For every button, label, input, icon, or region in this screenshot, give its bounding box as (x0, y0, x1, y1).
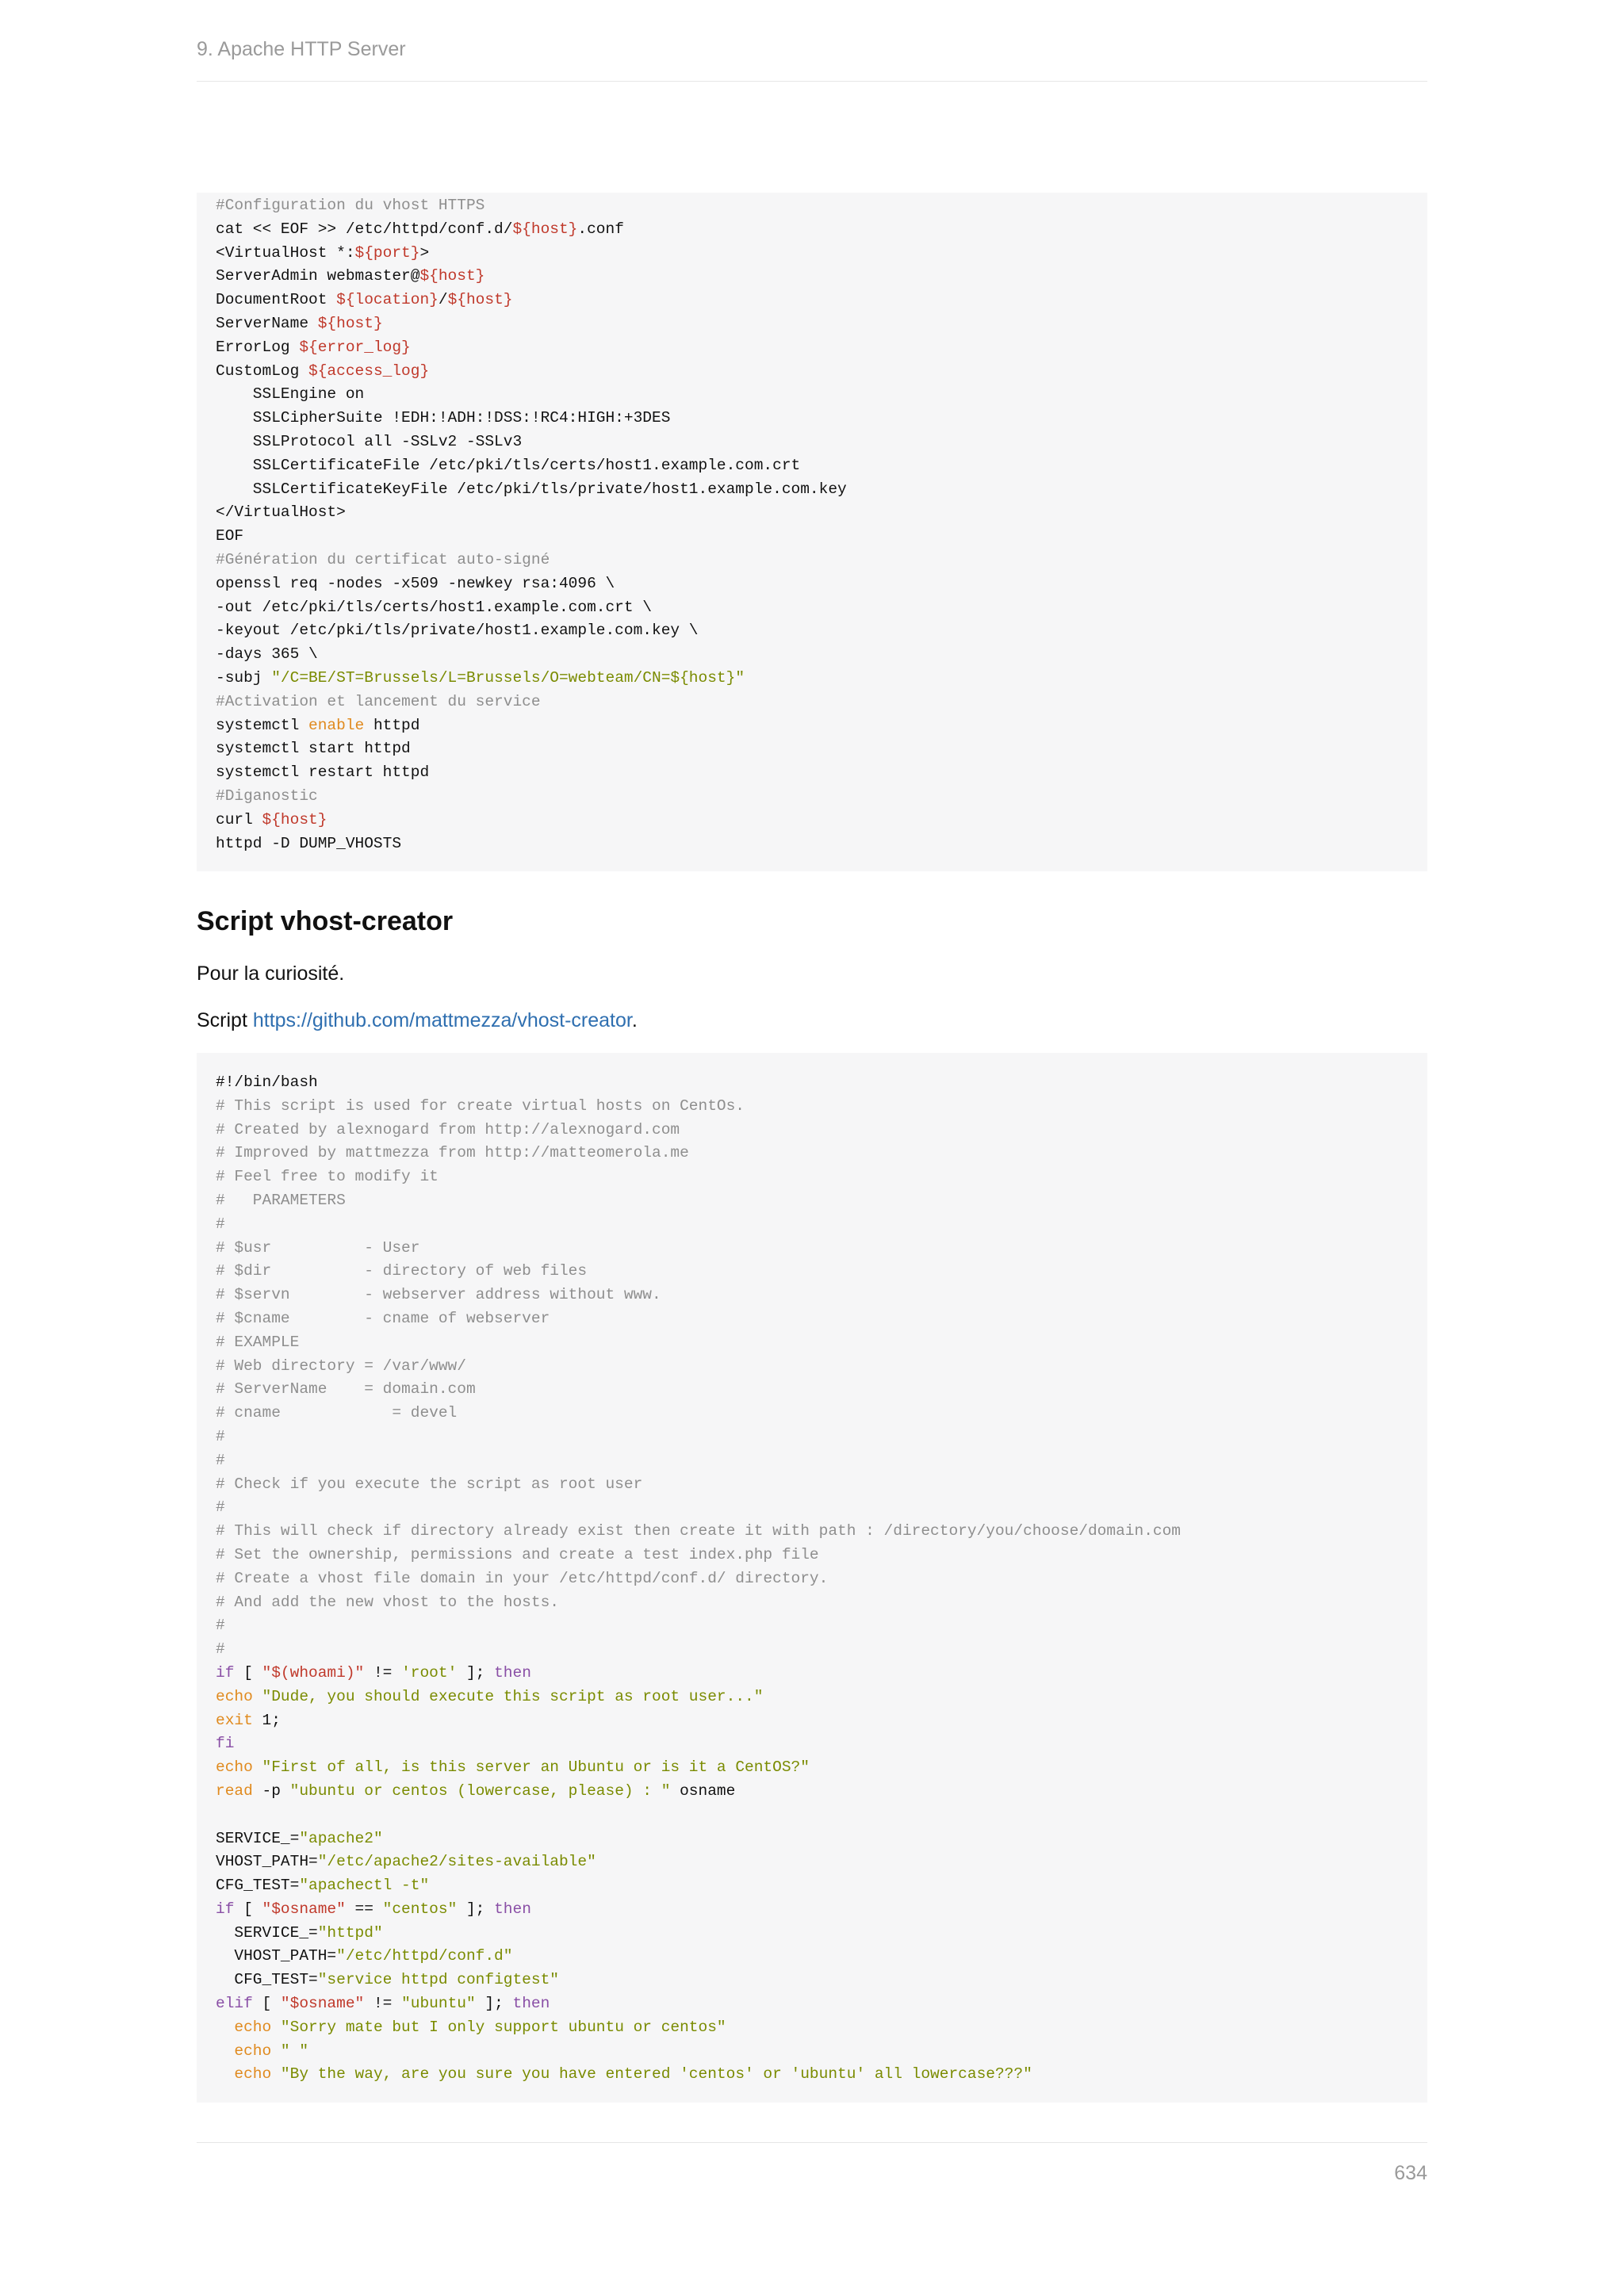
code-token: cat << EOF >> /etc/httpd/conf.d/ (216, 220, 513, 238)
code-token: -keyout /etc/pki/tls/private/host1.example.com.key \ (216, 622, 699, 640)
code-line (216, 667, 1427, 691)
code-token: "/etc/apache2/sites-available" (317, 1853, 596, 1871)
code-token: #!/bin/bash (216, 1073, 318, 1091)
code-token: DocumentRoot (216, 291, 337, 309)
code-token: # cname = devel (216, 1404, 458, 1422)
code-token: systemctl restart httpd (216, 763, 430, 782)
code-token: != (364, 1995, 402, 2013)
code-line (216, 2040, 1427, 2064)
code-token: httpd -D DUMP_VHOSTS (216, 834, 402, 852)
code-token: ${location} (336, 291, 439, 309)
code-line (216, 1142, 1427, 1165)
code-token: elif (216, 1995, 253, 2013)
code-token: read (216, 1781, 253, 1800)
code-line (216, 1378, 1427, 1402)
code-token: SERVICE_= (216, 1923, 318, 1942)
code-token: curl (216, 810, 262, 828)
code-token: ServerAdmin webmaster@ (216, 267, 420, 285)
code-token: echo (234, 2042, 272, 2060)
code-line (216, 1260, 1427, 1284)
code-token: # (216, 1427, 225, 1445)
code-line (216, 1496, 1427, 1520)
code-token: "ubuntu" (401, 1995, 476, 2013)
code-token: "/C=BE/ST=Brussels/L=Brussels/O=webteam/CN=${host}" (271, 668, 745, 687)
code-line (216, 549, 1427, 572)
code-token: #Génération du certificat auto-signé (216, 550, 550, 568)
code-token (216, 2019, 234, 2036)
code-token: ${port} (354, 243, 420, 262)
code-line (216, 1709, 1427, 1733)
code-line (216, 1331, 1427, 1355)
code-token (216, 2042, 234, 2060)
code-line (216, 832, 1427, 856)
code-token: SSLCertificateFile /etc/pki/tls/certs/host1.example.com.crt (216, 456, 801, 474)
code-token: "apache2" (299, 1829, 383, 1847)
code-token: then (512, 1995, 550, 2013)
code-block-vhost-creator (197, 1053, 1427, 2103)
code-line (216, 1165, 1427, 1189)
code-token: "Sorry mate but I only support ubuntu or centos" (280, 2018, 726, 2036)
code-token: ErrorLog (216, 338, 300, 356)
code-token: ${access_log} (308, 362, 430, 380)
sentence-period: . (631, 1009, 638, 1031)
code-line (216, 454, 1427, 478)
code-line (216, 312, 1427, 336)
code-token: == (345, 1900, 383, 1918)
code-token: # EXAMPLE (216, 1333, 300, 1351)
code-line (216, 1473, 1427, 1497)
code-token: "/etc/httpd/conf.d" (336, 1947, 513, 1965)
code-line (216, 501, 1427, 525)
code-token: ${error_log} (299, 338, 411, 356)
code-token: [ (234, 1900, 262, 1918)
code-line (216, 1307, 1427, 1331)
code-line (216, 785, 1427, 809)
code-token: # Created by alexnogard from http://alexnogard.com (216, 1120, 680, 1138)
code-line (216, 714, 1427, 738)
paragraph-script-link (197, 1007, 638, 1034)
code-line (216, 1119, 1427, 1142)
code-line (216, 1213, 1427, 1237)
code-token: ${host} (512, 220, 578, 238)
code-line (216, 1425, 1427, 1449)
code-token: # ServerName = domain.com (216, 1380, 476, 1399)
code-token: "apachectl -t" (299, 1877, 430, 1895)
code-line (216, 1402, 1427, 1425)
code-line (216, 430, 1427, 454)
code-line (216, 1992, 1427, 2016)
code-line (216, 1969, 1427, 1992)
code-token: # Improved by mattmezza from http://matteomerola.me (216, 1144, 689, 1162)
code-line (216, 407, 1427, 430)
code-line (216, 1567, 1427, 1591)
code-line (216, 809, 1427, 832)
code-token: "httpd" (317, 1923, 383, 1942)
code-token: "By the way, are you sure you have entered 'centos' or 'ubuntu' all lowercase???" (280, 2065, 1032, 2084)
code-line (216, 1284, 1427, 1307)
page-number: 634 (1394, 2162, 1427, 2184)
code-token: #Activation et lancement du service (216, 692, 541, 710)
code-token: # Feel free to modify it (216, 1168, 439, 1186)
code-token: # $cname - cname of webserver (216, 1309, 550, 1327)
code-line (216, 1614, 1427, 1638)
code-line (216, 218, 1427, 242)
code-token: # (216, 1640, 225, 1659)
code-line (216, 2063, 1427, 2087)
code-line (216, 1827, 1427, 1851)
code-token (216, 2065, 234, 2083)
code-line (216, 242, 1427, 266)
page-footer (197, 2142, 1427, 2184)
code-line (216, 619, 1427, 643)
code-token: # (216, 1617, 225, 1635)
code-token: "ubuntu or centos (lowercase, please) : " (289, 1781, 671, 1800)
code-token: # And add the new vhost to the hosts. (216, 1593, 559, 1611)
code-line (216, 1591, 1427, 1615)
code-line (216, 1638, 1427, 1662)
code-token: ]; (475, 1995, 513, 2013)
code-line (216, 194, 1427, 218)
code-token: "$osname" (262, 1900, 346, 1918)
github-link[interactable]: https://github.com/mattmezza/vhost-creator (252, 1009, 632, 1031)
code-token (271, 2019, 281, 2036)
code-token: " " (280, 2042, 309, 2060)
code-token: openssl req -nodes -x509 -newkey rsa:4096 \ (216, 574, 615, 592)
code-token: [ (234, 1663, 262, 1682)
code-token: fi (216, 1735, 235, 1753)
code-token: SSLEngine on (216, 385, 365, 404)
code-token (271, 2042, 281, 2060)
code-line (216, 478, 1427, 502)
code-line (216, 265, 1427, 289)
code-token: "Dude, you should execute this script as root user..." (262, 1687, 764, 1705)
code-token (253, 1688, 262, 1705)
code-line (216, 1874, 1427, 1898)
code-token: # (216, 1498, 225, 1517)
code-token: # $dir - directory of web files (216, 1262, 588, 1280)
code-token: "$(whoami)" (262, 1663, 365, 1682)
code-line (216, 761, 1427, 785)
code-line (216, 1686, 1427, 1709)
code-line (216, 1662, 1427, 1686)
code-token: -subj (216, 668, 272, 687)
code-token: SERVICE_= (216, 1829, 300, 1847)
code-line (216, 691, 1427, 714)
code-token: enable (308, 716, 365, 734)
code-token: != (364, 1663, 402, 1682)
code-token: # Check if you execute the script as root user (216, 1475, 643, 1493)
page-header (197, 35, 1427, 82)
code-token: echo (234, 2018, 272, 2036)
code-token: then (494, 1900, 531, 1918)
code-token: ]; (457, 1663, 495, 1682)
code-token: "$osname" (280, 1995, 365, 2013)
code-token: CustomLog (216, 362, 309, 380)
code-line (216, 525, 1427, 549)
code-line (216, 1922, 1427, 1946)
code-line (216, 336, 1427, 360)
code-line (216, 737, 1427, 761)
code-token: if (216, 1900, 235, 1918)
code-token: if (216, 1663, 235, 1682)
code-token: echo (234, 2065, 272, 2084)
code-token: # Set the ownership, permissions and create a test index.php file (216, 1545, 819, 1563)
code-token: systemctl (216, 716, 309, 734)
code-line (216, 289, 1427, 312)
code-token: # $usr - User (216, 1238, 420, 1257)
code-token: # Web directory = /var/www/ (216, 1357, 466, 1375)
code-token: > (419, 243, 430, 262)
code-line (216, 1071, 1427, 1095)
code-token: 1; (252, 1711, 281, 1729)
code-token: #Diganostic (216, 786, 318, 805)
code-line (216, 1804, 1427, 1827)
code-token: # (216, 1451, 225, 1469)
code-line (216, 1945, 1427, 1969)
code-token: "centos" (382, 1900, 458, 1918)
code-token: # This will check if directory already exist then create it with path : /directory/you/choose/domain.com (216, 1522, 1181, 1540)
code-token: osname (670, 1781, 736, 1800)
code-lines (216, 194, 1427, 855)
code-line (216, 360, 1427, 384)
code-line (216, 1520, 1427, 1544)
code-token: # (216, 1215, 225, 1233)
code-line (216, 1544, 1427, 1567)
code-token: -out /etc/pki/tls/certs/host1.example.com.crt \ (216, 598, 652, 616)
code-line (216, 1355, 1427, 1379)
code-token: httpd (364, 716, 420, 734)
code-lines (216, 1071, 1427, 2087)
code-token: "service httpd configtest" (317, 1971, 559, 1989)
code-token (271, 2065, 281, 2083)
code-token: VHOST_PATH= (216, 1947, 337, 1965)
code-token: ${host} (419, 267, 485, 285)
code-token: SSLCertificateKeyFile /etc/pki/tls/private/host1.example.com.key (216, 480, 847, 498)
code-line (216, 1898, 1427, 1922)
code-token: CFG_TEST= (216, 1877, 300, 1895)
section-heading: Script vhost-creator (197, 906, 454, 936)
code-token: / (438, 291, 448, 309)
code-line (216, 1449, 1427, 1473)
code-token (253, 1758, 262, 1776)
code-block-https-vhost (197, 193, 1427, 871)
code-line (216, 643, 1427, 667)
code-token: ${host} (262, 810, 327, 828)
code-token: # This script is used for create virtual hosts on CentOs. (216, 1096, 745, 1115)
code-token: -days 365 \ (216, 645, 318, 664)
code-token: [ (252, 1995, 281, 2013)
code-token: ServerName (216, 314, 318, 332)
code-line (216, 1780, 1427, 1804)
code-token: SSLCipherSuite !EDH:!ADH:!DSS:!RC4:HIGH:+3DES (216, 409, 671, 427)
code-line (216, 1732, 1427, 1756)
code-line (216, 2016, 1427, 2040)
code-token: #Configuration du vhost HTTPS (216, 197, 485, 214)
code-token: ${host} (317, 314, 383, 332)
code-token: then (494, 1663, 531, 1682)
code-token: "First of all, is this server an Ubuntu or is it a CentOS?" (262, 1758, 810, 1777)
code-token: 'root' (401, 1663, 458, 1682)
code-line (216, 1756, 1427, 1780)
code-token: systemctl start httpd (216, 740, 411, 758)
code-token: </VirtualHost> (216, 503, 346, 522)
code-token: CFG_TEST= (216, 1971, 318, 1989)
code-token: # $servn - webserver address without www. (216, 1286, 661, 1304)
code-token: SSLProtocol all -SSLv2 -SSLv3 (216, 432, 523, 450)
chapter-title: 9. Apache HTTP Server (197, 38, 406, 60)
code-token: ${host} (447, 291, 513, 309)
code-token: EOF (216, 527, 244, 545)
code-line (216, 1850, 1427, 1874)
code-token: ]; (457, 1900, 495, 1918)
code-token: -p (252, 1781, 290, 1800)
code-token: VHOST_PATH= (216, 1853, 318, 1871)
code-token: echo (216, 1687, 253, 1705)
code-token: exit (216, 1711, 253, 1729)
code-token: .conf (577, 220, 624, 238)
paragraph-curiosity: Pour la curiosité. (197, 962, 345, 985)
code-token: # Create a vhost file domain in your /etc/httpd/conf.d/ directory. (216, 1569, 829, 1587)
script-label: Script (197, 1009, 253, 1031)
code-line (216, 1095, 1427, 1119)
code-token: # PARAMETERS (216, 1191, 346, 1209)
code-line (216, 383, 1427, 407)
code-token: echo (216, 1758, 253, 1777)
code-line (216, 572, 1427, 596)
code-line (216, 1237, 1427, 1261)
code-line (216, 596, 1427, 620)
code-line (216, 1189, 1427, 1213)
code-token: <VirtualHost *: (216, 243, 355, 262)
